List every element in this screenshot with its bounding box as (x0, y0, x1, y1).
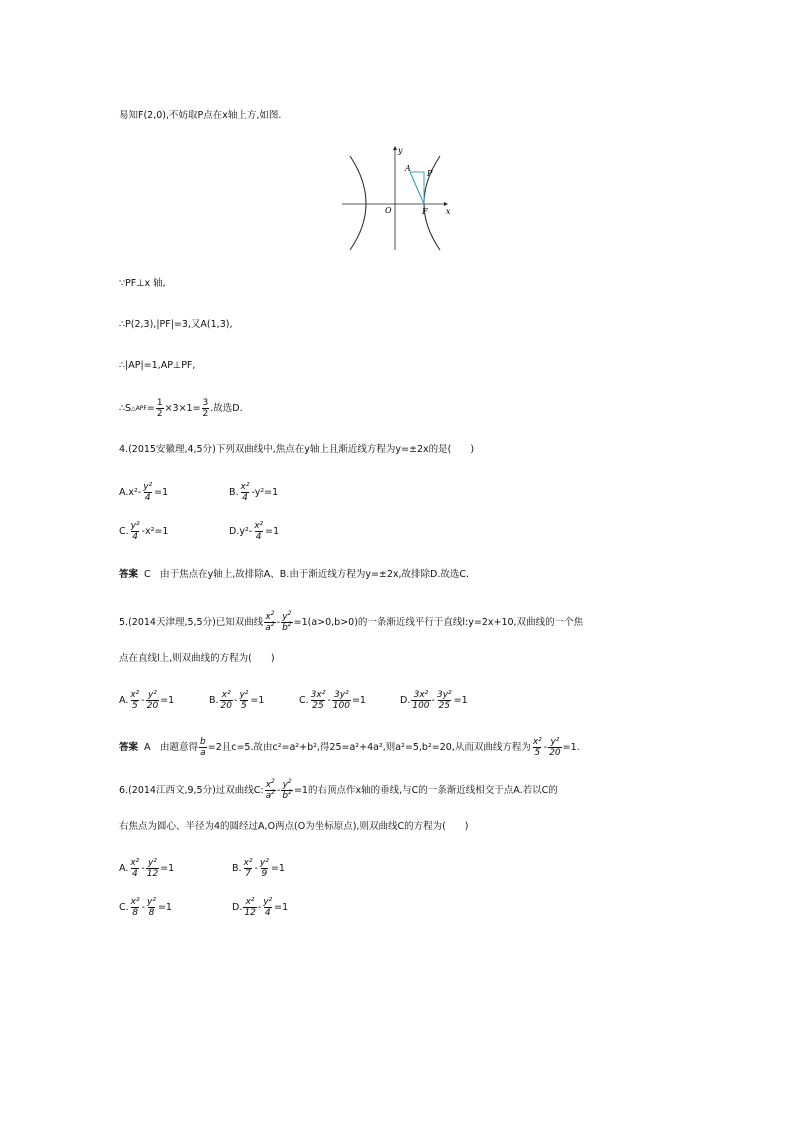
area-mid: ×3×1= (164, 402, 201, 414)
question-5-prefix: 5.(2014天津理,5,5分)已知双曲线 (119, 616, 264, 628)
segment-af (410, 172, 424, 204)
answer-4-text: C 由于焦点在y轴上,故排除A、B.由于渐近线方程为y=±2x,故排除D.故选C. (144, 569, 470, 580)
q4-option-b: B. $\frac{\text{x²}}{4}$ -y²=1 (229, 482, 279, 503)
question-4-text: 4.(2015安徽理,4,5分)下列双曲线中,焦点在y轴上且渐近线方程为y=±2x的是( ) (119, 444, 475, 455)
x-axis-arrow (444, 202, 448, 206)
text-line-4 (119, 360, 195, 372)
q4-option-c: C. $\frac{\text{y²}}{4}$ -x²=1 (119, 521, 169, 542)
area-equals: = (146, 402, 155, 414)
label-a: A (405, 164, 411, 173)
label-p: P (427, 169, 433, 178)
y-axis-arrow (393, 146, 397, 150)
left-branch (350, 156, 366, 250)
q6-option-a: A. $\frac{\text{x²}}{4}$ - $\frac{\text{y²}}{12}$ =1 (119, 858, 175, 879)
point-p-text: ∴P(2,3),|PF|=3,又A(1,3), (119, 319, 233, 330)
q6-option-c: C. $\frac{\text{x²}}{8}$ - $\frac{\text{y²}}{8}$ =1 (119, 897, 172, 918)
question-5-line-2: 点在直线l上,则双曲线的方程为( ) (119, 653, 275, 664)
question-6-prefix: 6.(2014江西文,9,5分)过双曲线C: (119, 784, 264, 796)
label-f: F (422, 207, 428, 216)
answer-5: 答案 A 由题意得 $\frac{b}{a}$ =2且c=5.故由c²=a²+b²,得25=a²+4a²,则a²=5,b²=20,从而双曲线方程为 $\frac{\text{x²}}{5}$ - $\frac{\text{y²}}{20}$ =1. (119, 737, 580, 758)
q6-option-b: B. $\frac{\text{x²}}{7}$ - $\frac{\text{y²}}{9}$ =1 (232, 858, 285, 879)
answer-5-label: 答案 (119, 741, 139, 753)
question-4 (119, 444, 474, 456)
perpendicular-text: ∵PF⊥x 轴, (119, 278, 166, 289)
label-x: x (446, 207, 451, 216)
q5-option-c: C. $\frac{\text{3x²}}{25}$ - $\frac{\text{3y²}}{100}$ =1 (299, 690, 366, 711)
q5-option-b: B. $\frac{\text{x²}}{20}$ - $\frac{\text{y²}}{5}$ =1 (209, 690, 265, 711)
answer-4 (119, 569, 469, 581)
area-conclusion: .故选D. (210, 402, 243, 414)
question-6-line-2: 右焦点为圆心、半径为4的圆经过A,O两点(O为坐标原点),则双曲线C的方程为( ) (119, 821, 469, 832)
area-prefix: ∴S (119, 402, 132, 414)
q5-option-d: D. $\frac{\text{3x²}}{100}$ - $\frac{\text{3y²}}{25}$ =1 (400, 690, 468, 711)
question-5: 5.(2014天津理,5,5分)已知双曲线 $\frac{x^2}{a^2}$ - $\frac{y^2}{b^2}$ =1(a>0,b>0)的一条渐近线平行于直线l:y=2x+10,双曲线的一个焦 (119, 610, 584, 633)
q5-option-a: A. $\frac{\text{x²}}{5}$ - $\frac{\text{y²}}{20}$ =1 (119, 690, 175, 711)
label-o: O (385, 206, 392, 215)
q4-option-a: A. x²- $\frac{\text{y²}}{4}$ =1 (119, 482, 169, 503)
question-6-suffix: =1的右顶点作x轴的垂线,与C的一条渐近线相交于点A.若以C的 (293, 784, 558, 796)
question-5-suffix: =1(a>0,b>0)的一条渐近线平行于直线l:y=2x+10,双曲线的一个焦 (293, 616, 584, 628)
label-y: y (398, 146, 403, 155)
question-6: 6.(2014江西文,9,5分)过双曲线C: $\frac{x^2}{a^2}$ - $\frac{y^2}{b^2}$ =1的右顶点作x轴的垂线,与C的一条渐近线相交于点A.若以C的 (119, 778, 558, 801)
ap-text: ∴|AP|=1,AP⊥PF, (119, 360, 196, 371)
text-line-1 (119, 110, 281, 122)
text-line-2 (119, 278, 166, 290)
fraction-one-half: $\frac{1}{2}$ (156, 398, 163, 419)
q4-option-d: D. y²- $\frac{\text{x²}}{4}$ =1 (229, 521, 280, 542)
intro-text: 易知F(2,0),不妨取P点在x轴上方,如图. (119, 110, 282, 121)
q6-option-d: D. $\frac{\text{x²}}{12}$ - $\frac{\text{y²}}{4}$ =1 (232, 897, 289, 918)
answer-4-label: 答案 (119, 569, 139, 580)
text-line-5: ∴S △APF = $\frac{1}{2}$ ×3×1= $\frac{3}{2}$ .故选D. (119, 398, 243, 419)
fraction-three-half: $\frac{3}{2}$ (202, 398, 209, 419)
text-line-3 (119, 319, 232, 331)
hyperbola-figure (340, 144, 470, 254)
